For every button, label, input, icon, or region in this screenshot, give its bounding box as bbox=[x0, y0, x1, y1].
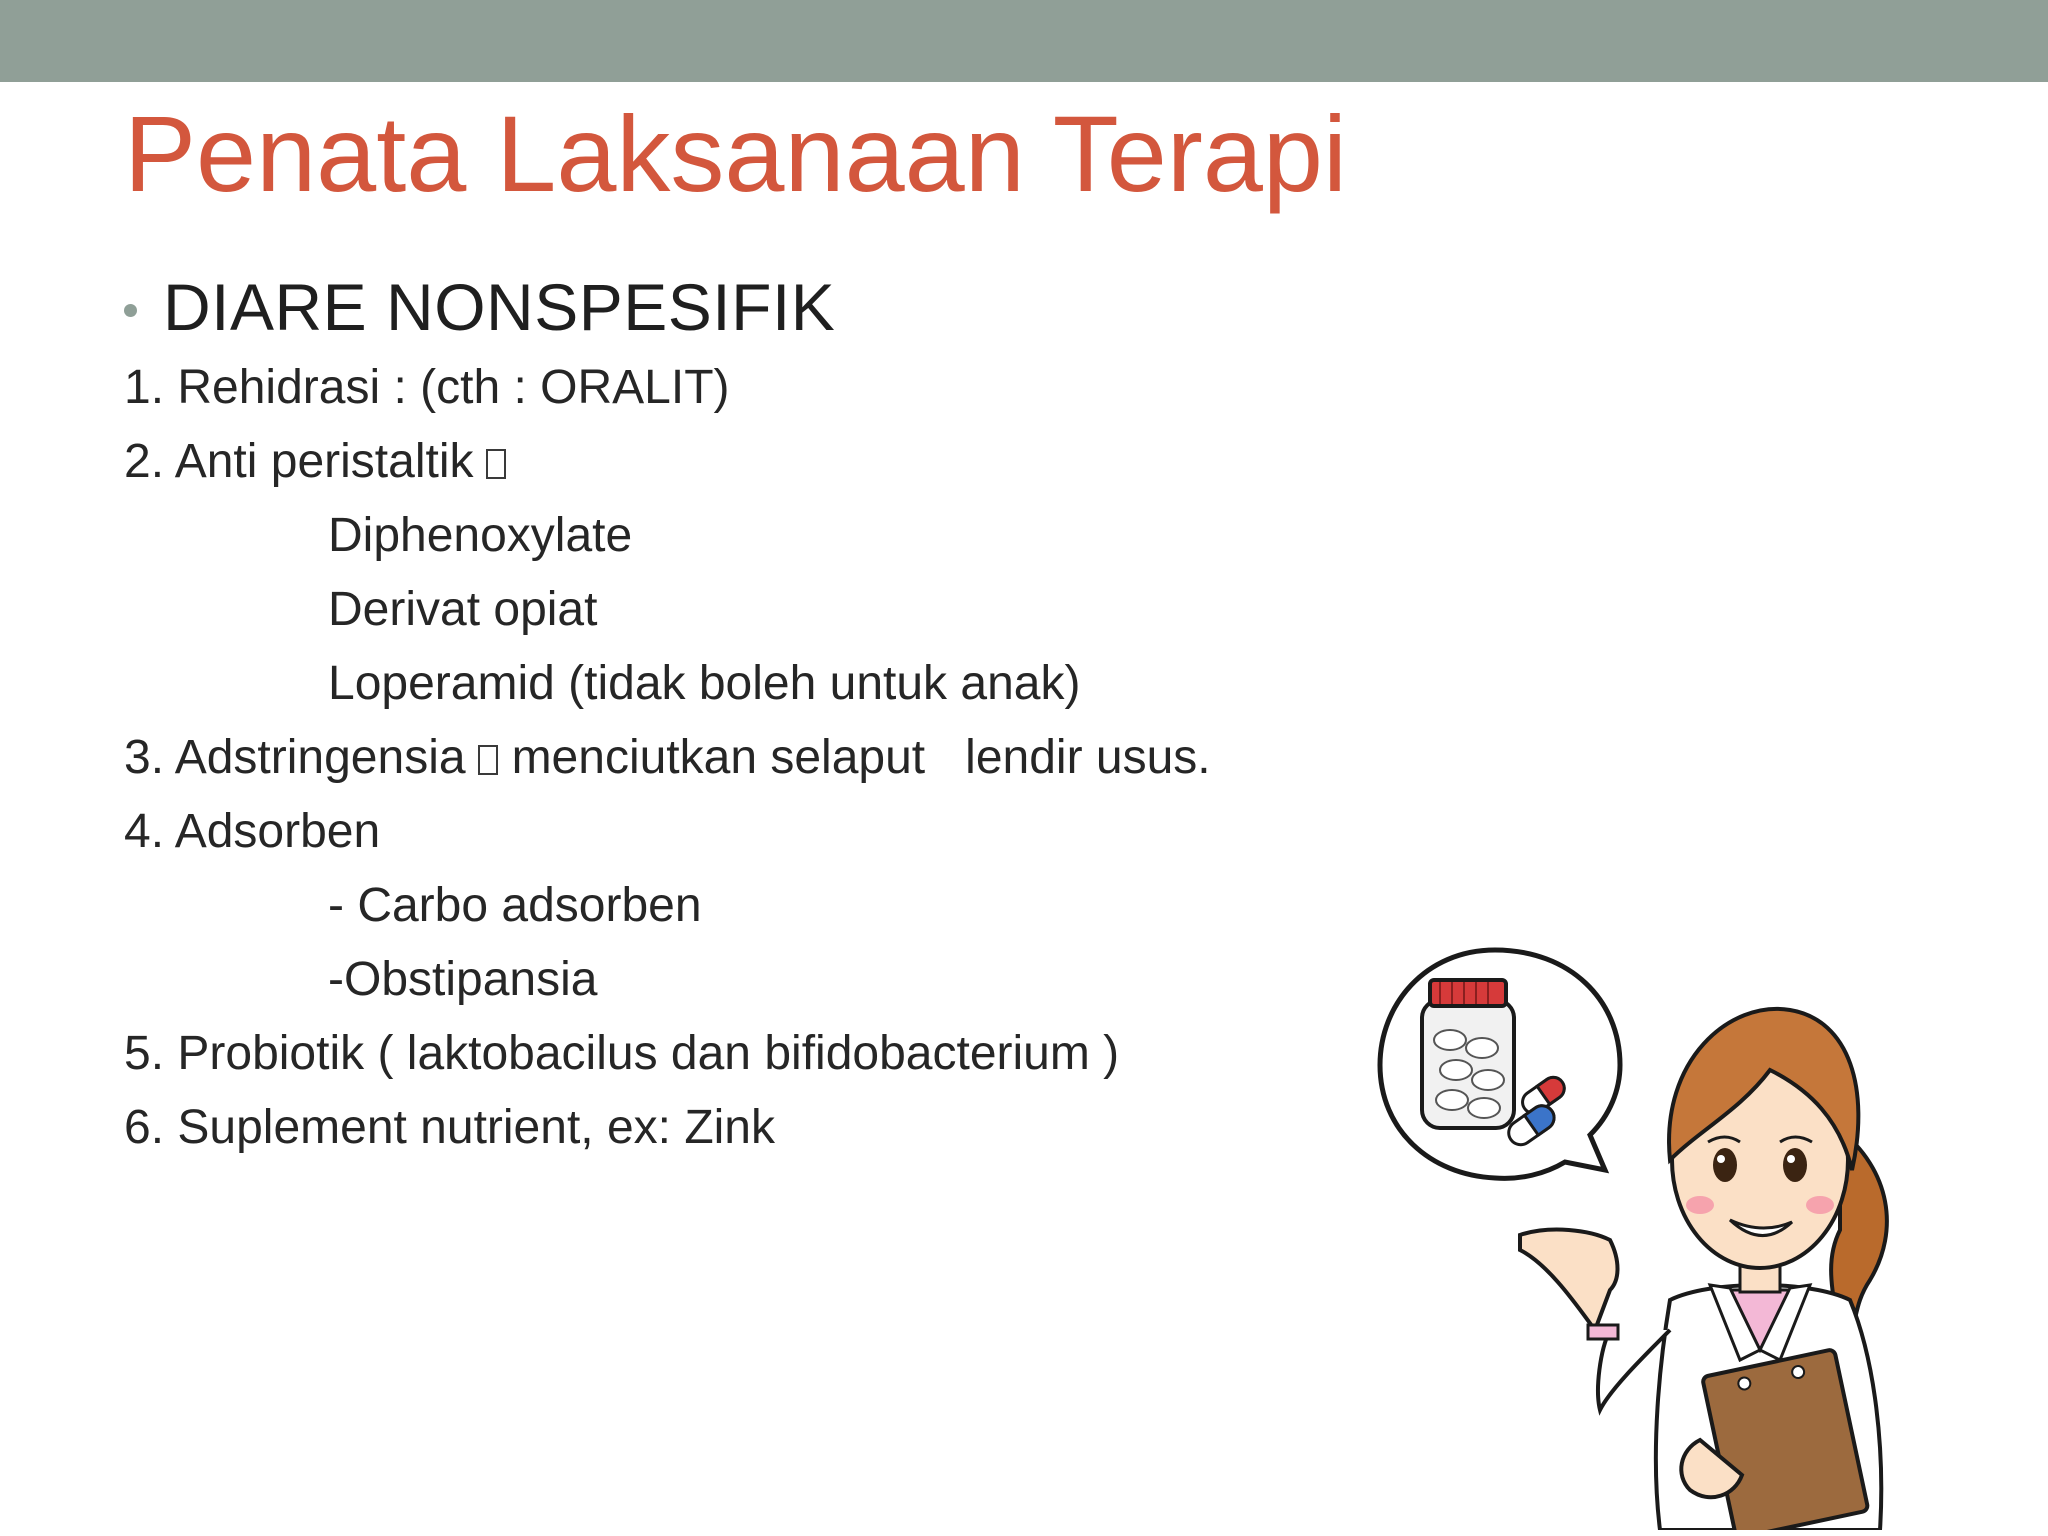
slide-title: Penata Laksanaan Terapi bbox=[124, 93, 1347, 214]
list-item-suplement: 6. Suplement nutrient, ex: Zink bbox=[124, 1101, 775, 1154]
sub-item-derivat-opiat: Derivat opiat bbox=[328, 583, 598, 636]
bullet-heading bbox=[124, 264, 835, 350]
list-item-adsorben: 4. Adsorben bbox=[124, 805, 381, 858]
list-item-anti-peristaltik-text: 2. Anti peristaltik bbox=[124, 435, 474, 488]
sub-item-diphenoxylate: Diphenoxylate bbox=[328, 509, 633, 562]
sub-item-obstipansia: -Obstipansia bbox=[328, 953, 598, 1006]
list-item-probiotik: 5. Probiotik ( laktobacilus dan bifidobacterium ) bbox=[124, 1027, 1120, 1080]
list-item-rehidrasi: 1. Rehidrasi : (cth : ORALIT) bbox=[124, 361, 730, 414]
sub-item-carbo-adsorben: - Carbo adsorben bbox=[328, 879, 702, 932]
bullet-dot-icon bbox=[124, 304, 137, 317]
list-item-adstringensia-text: 3. Adstringensia bbox=[124, 731, 466, 784]
list-item-anti-peristaltik bbox=[124, 432, 520, 492]
missing-glyph-box-icon bbox=[486, 449, 506, 479]
pill-bottle-icon bbox=[1422, 980, 1514, 1128]
sub-item-loperamid: Loperamid (tidak boleh untuk anak) bbox=[328, 657, 1081, 710]
list-item-adstringensia-desc: menciutkan selaput lendir usus. bbox=[511, 731, 1211, 784]
top-band bbox=[0, 0, 2048, 82]
missing-glyph-box-icon bbox=[478, 745, 498, 775]
bullet-heading-text: DIARE NONSPESIFIK bbox=[163, 270, 836, 344]
list-item-adstringensia bbox=[124, 728, 1211, 788]
pharmacist-illustration bbox=[1370, 930, 1930, 1530]
